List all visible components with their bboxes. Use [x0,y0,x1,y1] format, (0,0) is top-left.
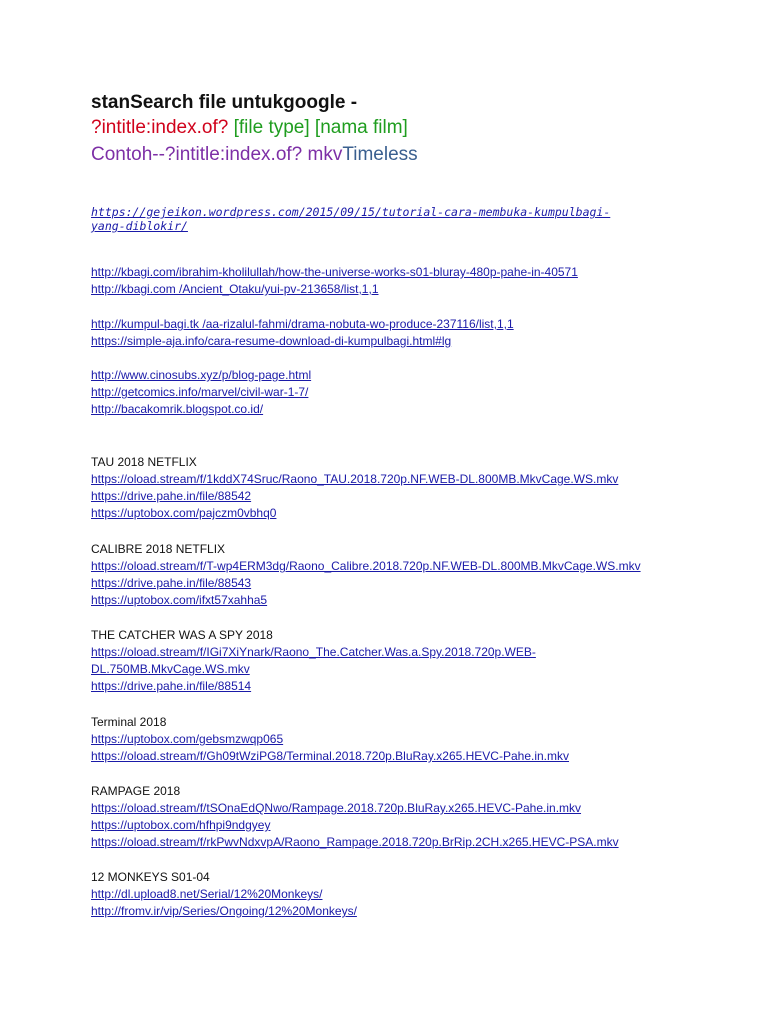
link[interactable]: http://www.cinosubs.xyz/p/blog-page.html [91,368,312,382]
link[interactable]: https://uptobox.com/hfhpi9ndgyey [91,818,271,832]
link[interactable]: http://fromv.ir/vip/Series/Ongoing/12%20Monkeys/ [91,904,357,918]
link[interactable]: http://bacakomrik.blogspot.co.id/ [91,402,264,416]
section-title: THE CATCHER WAS A SPY 2018 [91,628,273,642]
link[interactable]: https://uptobox.com/pajczm0vbhq0 [91,506,277,520]
link[interactable]: https://drive.pahe.in/file/88542 [91,489,252,503]
link[interactable]: https://oload.stream/f/T-wp4ERM3dg/Raono_Calibre.2018.720p.NF.WEB-DL.800MB.MkvCage.WS.mkv [91,559,641,573]
section-terminal [91,714,569,765]
link[interactable]: http://dl.upload8.net/Serial/12%20Monkeys/ [91,887,323,901]
heading-line-2 [91,117,408,139]
link[interactable]: https://oload.stream/f/1kddX74Sruc/Raono_TAU.2018.720p.NF.WEB-DL.800MB.MkvCage.WS.mkv [91,472,619,486]
mono-link-line[interactable]: https://gejeikon.wordpress.com/2015/09/15/tutorial-cara-membuka-kumpulbagi- [91,205,611,219]
section-title: TAU 2018 NETFLIX [91,455,197,469]
section-catcher [91,627,536,695]
link[interactable]: http://getcomics.info/marvel/civil-war-1-7/ [91,385,309,399]
section-title: RAMPAGE 2018 [91,784,181,798]
link[interactable]: http://kumpul-bagi.tk /aa-rizalul-fahmi/drama-nobuta-wo-produce-237116/list,1,1 [91,317,514,331]
mono-link-block [91,205,610,233]
link[interactable]: https://drive.pahe.in/file/88514 [91,679,252,693]
link[interactable]: DL.750MB.MkvCage.WS.mkv [91,662,250,676]
section-title: 12 MONKEYS S01-04 [91,870,210,884]
link[interactable]: https://oload.stream/f/tSOnaEdQNwo/Rampage.2018.720p.BluRay.x265.HEVC-Pahe.in.mkv [91,801,582,815]
section-tau [91,454,618,522]
link-group-misc [91,367,311,418]
link[interactable]: https://oload.stream/f/rkPwvNdxvpA/Raono_Rampage.2018.720p.BrRip.2CH.x265.HEVC-PSA.mkv [91,835,619,849]
search-params-text: [file type] [nama film] [228,117,408,138]
link-group-kumpulbagi [91,316,514,350]
section-rampage [91,783,619,851]
section-calibre [91,541,641,609]
link[interactable]: https://oload.stream/f/Gh09tWziPG8/Terminal.2018.720p.BluRay.x265.HEVC-Pahe.in.mkv [91,749,570,763]
heading-line-3 [91,144,418,166]
section-title: CALIBRE 2018 NETFLIX [91,542,226,556]
link[interactable]: https://oload.stream/f/IGi7XiYnark/Raono_The.Catcher.Was.a.Spy.2018.720p.WEB- [91,645,536,659]
link[interactable]: http://kbagi.com/ibrahim-kholilullah/how-the-universe-works-s01-bluray-480p-pahe-in-40571 [91,265,578,279]
heading-line-1: stanSearch file untukgoogle - [91,92,358,113]
example-title-text: Timeless [342,144,418,165]
link[interactable]: https://uptobox.com/gebsmzwqp065 [91,732,284,746]
mono-link-line[interactable]: yang-diblokir/ [91,219,188,233]
link[interactable]: https://drive.pahe.in/file/88543 [91,576,252,590]
example-text: Contoh--?intitle:index.of? mkv [91,144,343,165]
link-group-kbagi [91,264,578,298]
section-12-monkeys [91,869,357,920]
link[interactable]: http://kbagi.com /Ancient_Otaku/yui-pv-213658/list,1,1 [91,282,379,296]
section-title: Terminal 2018 [91,715,167,729]
link[interactable]: https://simple-aja.info/cara-resume-download-di-kumpulbagi.html#lg [91,334,452,348]
link[interactable]: https://uptobox.com/ifxt57xahha5 [91,593,268,607]
search-operator-text: ?intitle:index.of? [91,117,229,138]
